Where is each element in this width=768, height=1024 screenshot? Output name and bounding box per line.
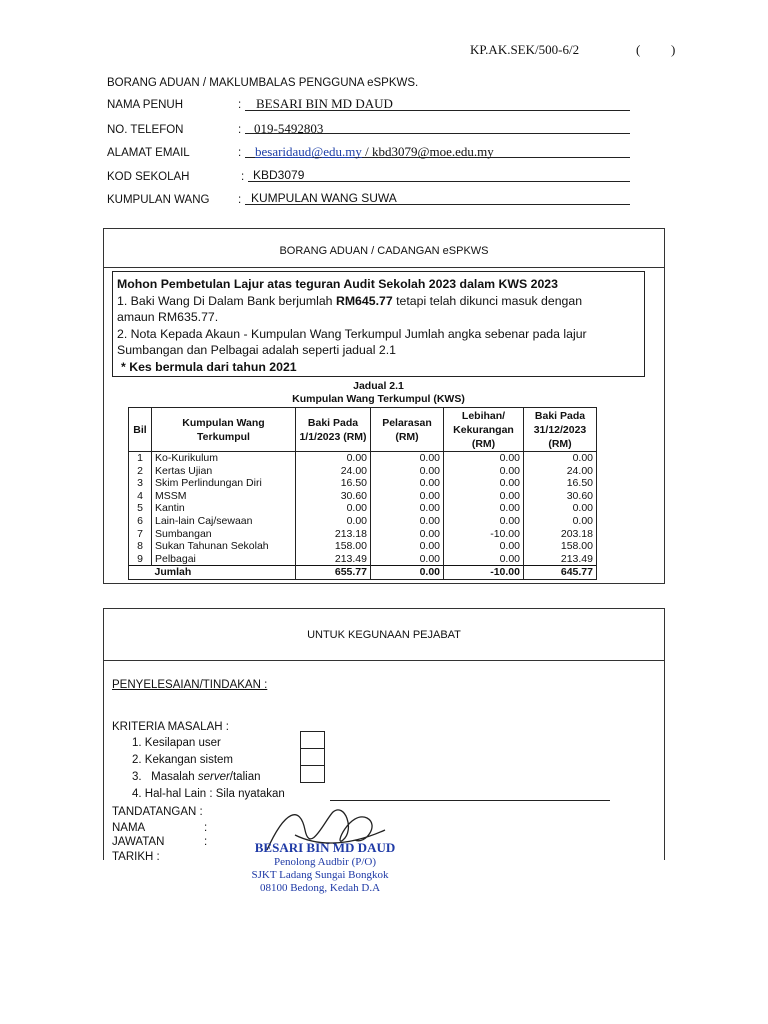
table-row: 8 Sukan Tahunan Sekolah 158.00 0.00 0.00 158.00 (129, 540, 597, 553)
request-note: * Kes bermula dari tahun 2021 (121, 359, 297, 374)
divider (103, 267, 665, 268)
table-caption-number: Jadual 2.1 (353, 380, 404, 392)
field-line-school-code (248, 181, 630, 182)
divider (103, 660, 665, 661)
table-row: 3 Skim Perlindungan Diri 16.50 0.00 0.00 16.50 (129, 477, 597, 490)
total-baki-akhir: 645.77 (524, 566, 597, 580)
criteria-checkbox-1[interactable] (300, 731, 325, 749)
table-row: 4 MSSM 30.60 0.00 0.00 30.60 (129, 490, 597, 503)
total-label: Jumlah (152, 566, 296, 580)
field-colon: : (238, 124, 242, 136)
field-label-name: NAMA PENUH (107, 99, 184, 111)
field-label-phone: NO. TELEFON (107, 124, 184, 136)
stamp-school: SJKT Ladang Sungai Bongkok (251, 869, 389, 881)
criteria-item-4: 4. Hal-hal Lain : Sila nyatakan (132, 788, 285, 800)
criteria-checkbox-2[interactable] (300, 748, 325, 766)
table-header-row (129, 408, 597, 452)
col-kumpulan: Kumpulan Wang Terkumpul (152, 408, 296, 452)
complaint-request (112, 271, 645, 377)
office-section-title: UNTUK KEGUNAAN PEJABAT (307, 629, 461, 641)
position-label: JAWATAN (112, 836, 165, 848)
name-label: NAMA (112, 822, 146, 834)
position-colon: : (204, 836, 208, 848)
stamp-address: 08100 Bedong, Kedah D.A (259, 882, 381, 894)
reference-bracket-close: ) (671, 42, 676, 57)
table-caption-title: Kumpulan Wang Terkumpul (KWS) (292, 393, 465, 405)
field-label-school-code: KOD SEKOLAH (107, 171, 190, 183)
table-row: 7 Sumbangan 213.18 0.00 -10.00 203.18 (129, 528, 597, 541)
col-bil: Bil (129, 408, 152, 452)
col-baki-awal: Baki Pada 1/1/2023 (RM) (296, 408, 371, 452)
request-line-3: 2. Nota Kepada Akaun - Kumpulan Wang Terkumpul Jumlah angka sebenar pada lajur (117, 326, 587, 341)
kws-table (128, 407, 597, 580)
table-row: 9 Pelbagai 213.49 0.00 0.00 213.49 (129, 553, 597, 566)
total-pelarasan: 0.00 (371, 566, 444, 580)
request-line-1: 1. Baki Wang Di Dalam Bank berjumlah RM645.77 tetapi telah dikunci masuk dengan (117, 293, 583, 308)
col-pelarasan: Pelarasan (RM) (371, 408, 444, 452)
criteria-item-3: 3. Masalah server/talian (132, 771, 261, 783)
total-lebihan: -10.00 (444, 566, 524, 580)
email-secondary: / kbd3079@moe.edu.my (361, 144, 494, 159)
field-value-school-code: KBD3079 (253, 168, 305, 182)
criteria-item-1: 1. Kesilapan user (132, 737, 221, 749)
criteria-item-2: 2. Kekangan sistem (132, 754, 234, 766)
date-label: TARIKH : (112, 851, 160, 863)
field-label-fund: KUMPULAN WANG (107, 194, 210, 206)
criteria-label: KRITERIA MASALAH : (112, 721, 229, 733)
document-reference: KP.AK.SEK/500-6/2 (470, 42, 580, 57)
reference-bracket: ( (636, 42, 641, 57)
field-colon: : (238, 99, 242, 111)
field-value-name: BESARI BIN MD DAUD (256, 96, 393, 111)
name-colon: : (204, 822, 208, 834)
form-title: BORANG ADUAN / MAKLUMBALAS PENGGUNA eSPKWS. (107, 77, 419, 89)
stamp-title: Penolong Audbir (P/O) (273, 856, 377, 868)
email-link[interactable]: besaridaud@edu.my (255, 144, 362, 159)
table-row: 1 Ko-Kurikulum 0.00 0.00 0.00 0.00 (129, 452, 597, 465)
field-colon: : (241, 171, 245, 183)
field-value-phone: 019-5492803 (254, 121, 324, 136)
table-total-row (129, 566, 597, 580)
col-baki-akhir: Baki Pada 31/12/2023 (RM) (524, 408, 597, 452)
complaint-section-title: BORANG ADUAN / CADANGAN eSPKWS (279, 245, 489, 257)
field-value-fund: KUMPULAN WANG SUWA (251, 191, 397, 205)
criteria-checkbox-3[interactable] (300, 765, 325, 783)
table-row: 6 Lain-lain Caj/sewaan 0.00 0.00 0.00 0.00 (129, 515, 597, 528)
request-line-4: Sumbangan dan Pelbagai adalah seperti jadual 2.1 (117, 343, 396, 357)
field-colon: : (238, 194, 242, 206)
col-lebihan: Lebihan/ Kekurangan (RM) (444, 408, 524, 452)
field-colon: : (238, 147, 242, 159)
resolution-label: PENYELESAIAN/TINDAKAN : (112, 679, 268, 691)
field-value-email (255, 144, 494, 160)
table-row: 2 Kertas Ujian 24.00 0.00 0.00 24.00 (129, 465, 597, 478)
total-baki-awal: 655.77 (296, 566, 371, 580)
table-row: 5 Kantin 0.00 0.00 0.00 0.00 (129, 502, 597, 515)
request-line-2: amaun RM635.77. (117, 310, 219, 324)
field-label-email: ALAMAT EMAIL (107, 147, 190, 159)
request-heading: Mohon Pembetulan Lajur atas teguran Audit Sekolah 2023 dalam KWS 2023 (117, 277, 558, 291)
signature-label: TANDATANGAN : (112, 806, 203, 818)
stamp-name: BESARI BIN MD DAUD (254, 840, 396, 855)
